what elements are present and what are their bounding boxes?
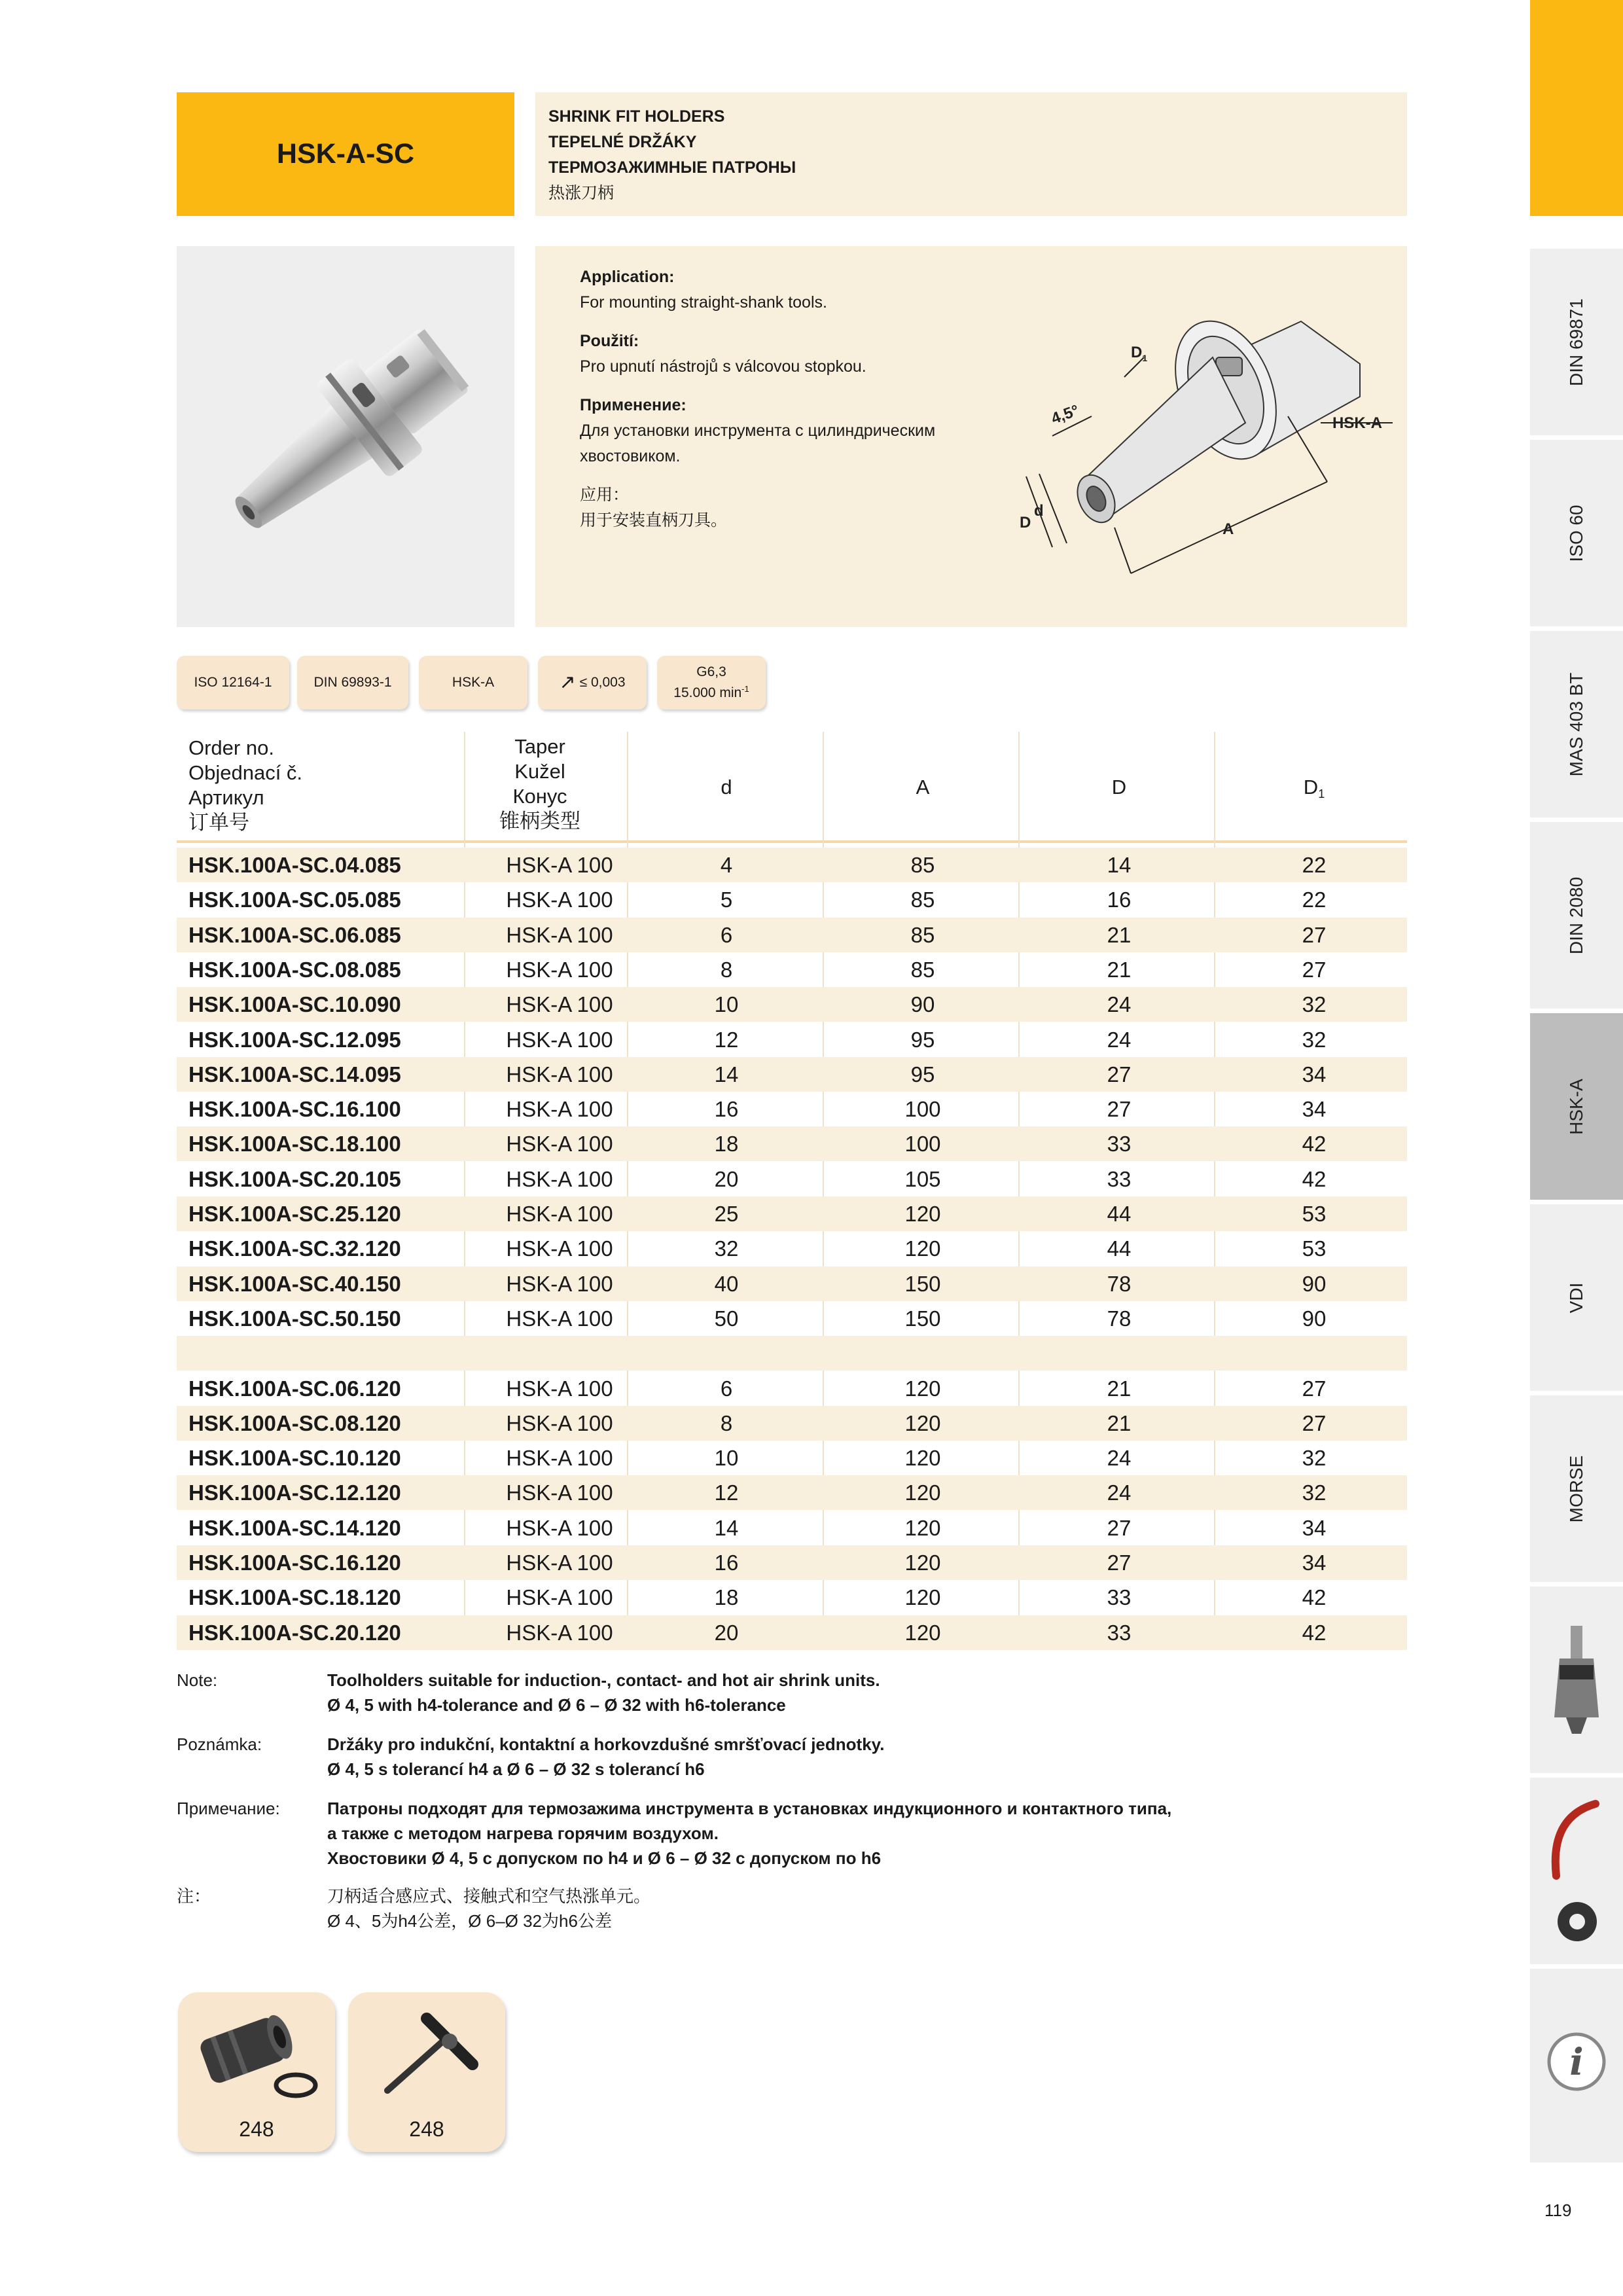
table-header [177,732,1407,843]
badge-balance-speed-value: 15.000 min [673,685,742,700]
d-cell: 12 [714,1027,739,1052]
taper-cell: HSK-A 100 [506,853,613,877]
order-number-cell: HSK.100A-SC.08.085 [188,957,401,982]
d-cell: 10 [714,1446,739,1471]
table-row [177,1475,1407,1510]
side-accent-bar [1530,0,1623,216]
d1-cell: 27 [1302,1410,1327,1435]
a-cell: 120 [904,1410,941,1435]
d-cell: 20 [714,1166,739,1191]
header-d1 [1216,732,1412,843]
d1-cell: 32 [1302,1027,1327,1052]
dd-cell: 27 [1107,1515,1132,1540]
header-taper [465,734,615,846]
d-cell: 8 [720,957,733,982]
taper-cell: HSK-A 100 [506,992,613,1017]
subtitle-cn: 热涨刀柄 [548,184,615,202]
d1-cell: 34 [1302,1551,1327,1575]
note-cn-line-1: 刀柄适合感应式、接触式和空气热涨单元。 [327,1886,651,1906]
accessory-collet-nut[interactable] [178,1992,335,2152]
taper-cell: HSK-A 100 [506,1062,613,1086]
header-d1-main: D [1303,776,1319,798]
table-row [177,918,1407,952]
dd-cell: 44 [1107,1202,1132,1226]
accessory-page-ref-1: 248 [239,2117,274,2141]
dd-cell: 78 [1107,1271,1132,1296]
d1-cell: 34 [1302,1515,1327,1540]
d1-cell: 32 [1302,1480,1327,1505]
tab-vdi[interactable] [1530,1202,1623,1391]
d-cell: 8 [720,1410,733,1435]
header-taper-cz: Kužel [514,760,565,783]
d-cell: 20 [714,1620,739,1645]
d-cell: 16 [714,1551,739,1575]
application-panel [535,246,1407,627]
dd-cell: 78 [1107,1306,1132,1331]
dd-cell: 33 [1107,1620,1132,1645]
order-number-cell: HSK.100A-SC.16.100 [188,1097,401,1122]
d-cell: 32 [714,1236,739,1261]
a-cell: 90 [910,992,935,1017]
taper-cell: HSK-A 100 [506,1271,613,1296]
taper-cell: HSK-A 100 [506,957,613,982]
a-cell: 120 [904,1376,941,1401]
taper-cell: HSK-A 100 [506,1166,613,1191]
order-number-cell: HSK.100A-SC.08.120 [188,1410,401,1435]
d1-cell: 53 [1302,1236,1327,1261]
d-cell: 16 [714,1097,739,1122]
page-title: HSK-A-SC [276,138,415,170]
note-label-en: Note: [177,1670,218,1690]
order-number-cell: HSK.100A-SC.05.085 [188,888,401,912]
dd-cell: 21 [1107,957,1132,982]
order-number-cell: HSK.100A-SC.04.085 [188,853,401,877]
table-row [177,1057,1407,1092]
table-row [177,1162,1407,1196]
table-row [177,1615,1407,1650]
application-text-ru-1: Для установки инструмента с цилиндрическим [580,422,936,440]
d1-cell: 42 [1302,1585,1327,1610]
note-cn-line-2: Ø 4、5为h4公差，Ø 6–Ø 32为h6公差 [327,1911,612,1931]
technical-drawing [993,259,1393,613]
a-cell: 120 [904,1620,941,1645]
taper-cell: HSK-A 100 [506,888,613,912]
table-spacer-row [177,1336,1407,1371]
d1-cell: 27 [1302,957,1327,982]
order-number-cell: HSK.100A-SC.12.095 [188,1027,401,1052]
taper-cell: HSK-A 100 [506,1551,613,1575]
order-number-cell: HSK.100A-SC.50.150 [188,1306,401,1331]
d-cell: 5 [720,888,733,912]
application-text-ru-2: хвостовиком. [580,447,681,465]
note-cz-line-1: Držáky pro indukční, kontaktní a horkovzdušné smršťovací jednotky. [327,1734,885,1754]
d1-label-sub: 1 [1142,353,1148,363]
d-cell: 40 [714,1271,739,1296]
note-cz-line-2: Ø 4, 5 s tolerancí h4 a Ø 6 – Ø 32 s tolerancí h6 [327,1759,705,1779]
table-row [177,1301,1407,1336]
runout-arrow-icon: ↗ [559,672,576,693]
header-taper-ru: Конус [512,785,567,808]
d-cell: 50 [714,1306,739,1331]
badge-balance-grade: G6,3 [696,664,726,679]
angle-label: 4,5° [1048,401,1082,428]
d1-cell: 27 [1302,1376,1327,1401]
header-d1-sub: 1 [1318,787,1325,800]
t-wrench-icon [348,1992,505,2110]
tab-drill-chuck[interactable] [1530,1584,1623,1773]
tab-morse[interactable] [1530,1393,1623,1582]
a-cell: 150 [904,1271,941,1296]
table-row [177,1022,1407,1057]
note-text-cn [327,1884,651,1933]
dd-cell: 33 [1107,1166,1132,1191]
tab-din-2080[interactable] [1530,819,1623,1009]
order-number-cell: HSK.100A-SC.20.105 [188,1166,401,1191]
table-row [177,952,1407,987]
tab-label: ISO 60 [1566,504,1586,562]
dd-cell: 33 [1107,1585,1132,1610]
a-cell: 120 [904,1515,941,1540]
table-row [177,1371,1407,1406]
application-heading-cz: Použití: [580,332,639,350]
table-row [177,1511,1407,1545]
application-text [580,264,986,533]
hsk-drawing-label: HSK-A [1332,414,1382,432]
note-ru-line-1: Патроны подходят для термозажима инструмента в установках индукционного и контактного типа, [327,1799,1172,1818]
d1-cell: 42 [1302,1620,1327,1645]
a-cell: 100 [904,1097,941,1122]
order-number-cell: HSK.100A-SC.12.120 [188,1480,401,1505]
d-cell: 4 [720,853,733,877]
order-number-cell: HSK.100A-SC.40.150 [188,1271,401,1296]
tab-label: MORSE [1566,1455,1586,1522]
subtitle-cz: TEPELNÉ DRŽÁKY [548,133,697,151]
a-cell: 95 [910,1062,935,1086]
tab-label: DIN 2080 [1566,876,1586,954]
d-cell: 18 [714,1585,739,1610]
table-row [177,1196,1407,1231]
d1-cell: 27 [1302,922,1327,947]
d1-cell: 32 [1302,1446,1327,1471]
d1-cell: 90 [1302,1271,1327,1296]
d-cell: 10 [714,992,739,1017]
note-text-cz [327,1732,884,1782]
taper-cell: HSK-A 100 [506,1515,613,1540]
taper-cell: HSK-A 100 [506,1480,613,1505]
dd-cell: 21 [1107,922,1132,947]
taper-cell: HSK-A 100 [506,922,613,947]
tab-label: MAS 403 BT [1566,672,1586,776]
table-row [177,1126,1407,1161]
svg-text:i: i [1569,2041,1584,2084]
dd-cell: 24 [1107,1446,1132,1471]
header-taper-en: Taper [514,735,565,758]
a-cell: 120 [904,1480,941,1505]
d1-cell: 42 [1302,1132,1327,1157]
d1-cell: 90 [1302,1306,1327,1331]
a-cell: 85 [910,922,935,947]
table-row [177,1406,1407,1441]
a-cell: 85 [910,888,935,912]
order-number-cell: HSK.100A-SC.20.120 [188,1620,401,1645]
tab-iso-60[interactable] [1530,437,1623,626]
application-text-cz: Pro upnutí nástrojů s válcovou stopkou. [580,357,866,376]
a-cell: 100 [904,1132,941,1157]
d-cell: 14 [714,1062,739,1086]
order-number-cell: HSK.100A-SC.14.095 [188,1062,401,1086]
dd-cell: 21 [1107,1410,1132,1435]
collet-nut-icon [178,1992,335,2110]
header-taper-cn: 锥柄类型 [499,810,580,833]
d1-cell: 22 [1302,853,1327,877]
table-row [177,1231,1407,1266]
badge-iso: ISO 12164-1 [177,656,289,709]
taper-cell: HSK-A 100 [506,1446,613,1471]
order-number-cell: HSK.100A-SC.25.120 [188,1202,401,1226]
a-cell: 120 [904,1202,941,1226]
tab-label: DIN 69871 [1566,298,1586,386]
tab-label: HSK-A [1566,1078,1586,1135]
d1-label [1131,344,1147,363]
dd-cell: 33 [1107,1132,1132,1157]
d1-cell: 22 [1302,888,1327,912]
taper-cell: HSK-A 100 [506,1097,613,1122]
d1-cell: 42 [1302,1166,1327,1191]
note-label-cz: Poznámka: [177,1734,262,1754]
order-number-cell: HSK.100A-SC.18.120 [188,1585,401,1610]
d1-cell: 34 [1302,1097,1327,1122]
dd-cell: 27 [1107,1551,1132,1575]
order-number-cell: HSK.100A-SC.06.120 [188,1376,401,1401]
tab-mas-403-bt[interactable] [1530,628,1623,817]
badge-balance-speed-sup: -1 [741,684,749,694]
dd-cell: 24 [1107,992,1132,1017]
tab-label: VDI [1566,1282,1586,1313]
taper-cell: HSK-A 100 [506,1132,613,1157]
header-order-ru: Артикул [188,786,264,809]
note-text-en [327,1668,880,1717]
accessory-t-wrench[interactable] [348,1992,505,2152]
dd-cell: 27 [1107,1062,1132,1086]
order-number-cell: HSK.100A-SC.16.120 [188,1551,401,1575]
header-d: d [721,776,732,798]
table-row [177,987,1407,1022]
taper-cell: HSK-A 100 [506,1376,613,1401]
product-photo [177,246,514,627]
dd-cell: 44 [1107,1236,1132,1261]
note-en-line-1: Toolholders suitable for induction-, contact- and hot air shrink units. [327,1670,880,1690]
header-order-cn: 订单号 [188,811,249,834]
dd-cell: 16 [1107,888,1132,912]
taper-cell: HSK-A 100 [506,1585,613,1610]
d-cell: 6 [720,922,733,947]
d1-cell: 53 [1302,1202,1327,1226]
badge-hsk: HSK-A [419,656,527,709]
badge-din: DIN 69893-1 [297,656,408,709]
taper-cell: HSK-A 100 [506,1620,613,1645]
d-cell: 14 [714,1515,739,1540]
application-heading-en: Application: [580,268,675,286]
a-cell: 120 [904,1585,941,1610]
application-heading-cn: 应用： [580,486,630,504]
hook-wrench-icon [1530,1778,1623,1967]
taper-cell: HSK-A 100 [506,1410,613,1435]
a-cell: 120 [904,1236,941,1261]
a-cell: 95 [910,1027,935,1052]
order-number-cell: HSK.100A-SC.32.120 [188,1236,401,1261]
a-cell: 120 [904,1551,941,1575]
taper-cell: HSK-A 100 [506,1236,613,1261]
order-number-cell: HSK.100A-SC.18.100 [188,1132,401,1157]
note-label-cn: 注： [177,1886,211,1906]
note-text-ru [327,1796,1171,1871]
d1-cell: 32 [1302,992,1327,1017]
taper-cell: HSK-A 100 [506,1202,613,1226]
taper-cell: HSK-A 100 [506,1306,613,1331]
title-box [177,92,514,216]
order-number-cell: HSK.100A-SC.10.090 [188,992,401,1017]
tab-wrench[interactable] [1530,1775,1623,1964]
taper-cell: HSK-A 100 [506,1027,613,1052]
order-number-cell: HSK.100A-SC.06.085 [188,922,401,947]
note-en-line-2: Ø 4, 5 with h4-tolerance and Ø 6 – Ø 32 with h6-tolerance [327,1695,786,1715]
header-a: A [916,776,930,798]
application-text-en: For mounting straight-shank tools. [580,293,827,312]
header-order-cz: Objednací č. [188,761,303,784]
drill-chuck-icon [1530,1587,1623,1776]
application-text-cn: 用于安装直柄刀具。 [580,511,728,529]
a-cell: 85 [910,957,935,982]
dd-cell: 24 [1107,1027,1132,1052]
table-row [177,1441,1407,1475]
d-cell: 18 [714,1132,739,1157]
note-ru-line-3: Хвостовики Ø 4, 5 с допуском по h4 и Ø 6 – Ø 32 с допуском по h6 [327,1848,882,1868]
d-small-label: d [1034,502,1044,520]
d-cell: 25 [714,1202,739,1226]
accessory-page-ref-2: 248 [409,2117,444,2141]
a-label: A [1222,520,1234,538]
dd-cell: 14 [1107,853,1132,877]
note-label-ru: Примечание: [177,1799,280,1818]
badge-balance-speed [673,681,749,702]
badge-runout [538,656,647,709]
subtitle-en: SHRINK FIT HOLDERS [548,107,725,126]
page-number: 119 [1544,2200,1572,2220]
table-row [177,1266,1407,1301]
order-number-cell: HSK.100A-SC.10.120 [188,1446,401,1471]
d-cell: 6 [720,1376,733,1401]
d-cell: 12 [714,1480,739,1505]
table-row [177,1580,1407,1615]
header-dd: D [1111,776,1127,798]
table-row [177,1545,1407,1580]
a-cell: 105 [904,1166,941,1191]
shrink-fit-holder-image [177,246,514,627]
a-cell: 120 [904,1446,941,1471]
subtitle-box [535,92,1407,216]
application-heading-ru: Применение: [580,396,687,414]
a-cell: 85 [910,853,935,877]
badge-runout-value: ≤ 0,003 [579,675,626,690]
subtitle-ru: ТЕРМОЗАЖИМНЫЕ ПАТРОНЫ [548,158,796,177]
dd-cell: 24 [1107,1480,1132,1505]
d1-label-main: D [1131,344,1143,361]
dd-cell: 27 [1107,1097,1132,1122]
info-icon [1530,1969,1623,2165]
a-cell: 150 [904,1306,941,1331]
d1-cell: 34 [1302,1062,1327,1086]
tab-info[interactable] [1530,1966,1623,2162]
tab-hsk-a[interactable] [1530,1011,1623,1200]
tab-din-69871[interactable] [1530,246,1623,435]
d-big-label: D [1020,514,1031,531]
order-number-cell: HSK.100A-SC.14.120 [188,1515,401,1540]
table-row [177,1092,1407,1126]
header-order [188,736,302,847]
table-row [177,882,1407,917]
table-row [177,848,1407,882]
dd-cell: 21 [1107,1376,1132,1401]
header-order-en: Order no. [188,736,274,759]
badge-balance [657,656,766,709]
note-ru-line-2: а также с методом нагрева горячим воздухом. [327,1823,719,1843]
